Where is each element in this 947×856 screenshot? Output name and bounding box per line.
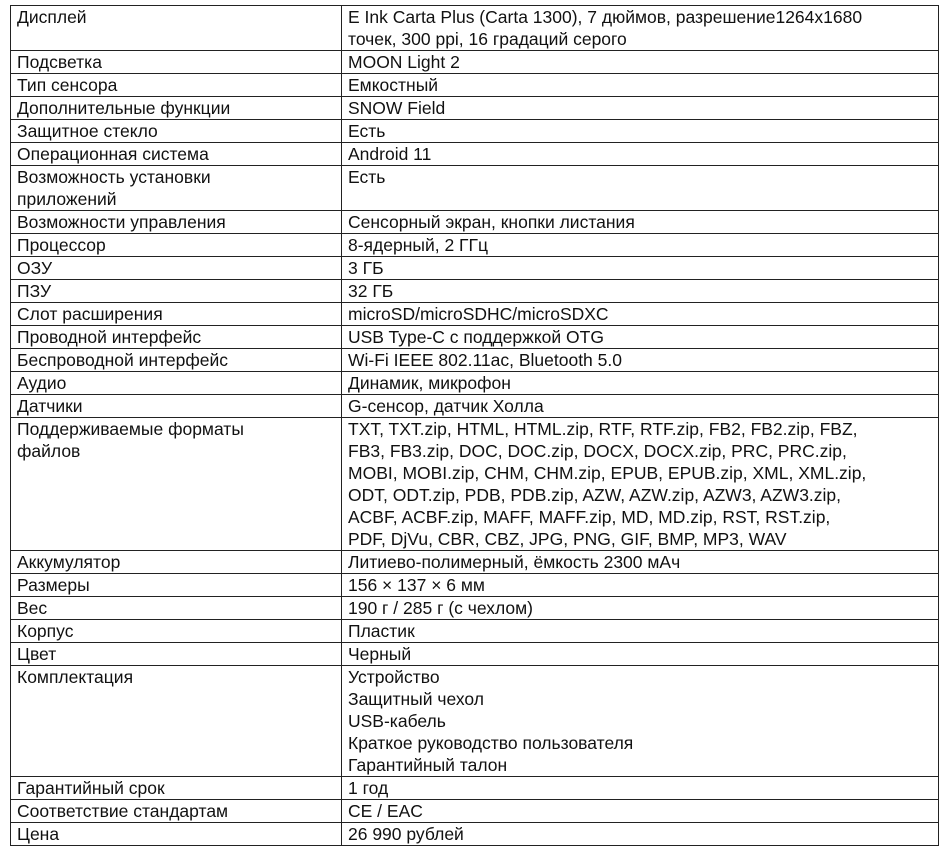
spec-value: Пластик <box>342 620 939 643</box>
table-row <box>11 620 939 643</box>
spec-key: Аккумулятор <box>11 551 342 574</box>
spec-value: Сенсорный экран, кнопки листания <box>342 211 939 234</box>
spec-key: Корпус <box>11 620 342 643</box>
table-row <box>11 280 939 303</box>
spec-value: 8-ядерный, 2 ГГц <box>342 234 939 257</box>
table-row <box>11 823 939 846</box>
spec-value: 156 × 137 × 6 мм <box>342 574 939 597</box>
spec-key: Тип сенсора <box>11 74 342 97</box>
spec-key: ПЗУ <box>11 280 342 303</box>
spec-value: Wi-Fi IEEE 802.11ac, Bluetooth 5.0 <box>342 349 939 372</box>
spec-key: Подсветка <box>11 51 342 74</box>
spec-key: Возможность установки приложений <box>11 166 342 211</box>
spec-value: Черный <box>342 643 939 666</box>
spec-value: 32 ГБ <box>342 280 939 303</box>
spec-key: ОЗУ <box>11 257 342 280</box>
spec-key: Процессор <box>11 234 342 257</box>
table-row <box>11 143 939 166</box>
table-row <box>11 211 939 234</box>
table-row <box>11 777 939 800</box>
spec-key: Соответствие стандартам <box>11 800 342 823</box>
spec-key: Возможности управления <box>11 211 342 234</box>
spec-key: Комплектация <box>11 666 342 777</box>
spec-value: microSD/microSDHC/microSDXC <box>342 303 939 326</box>
table-row <box>11 120 939 143</box>
table-row <box>11 6 939 51</box>
spec-value: TXT, TXT.zip, HTML, HTML.zip, RTF, RTF.zip, FB2, FB2.zip, FBZ, FB3, FB3.zip, DOC, DOC.zip, DOCX, DOCX.zip, PRC, PRC.zip, MOBI, MOBI.zip, CHM, CHM.zip, EPUB, EPUB.zip, XML, XML.zip, ODT, ODT.zip, PDB, PDB.zip, AZW, AZW.zip, AZW3, AZW3.zip, ACBF, ACBF.zip, MAFF, MAFF.zip, MD, MD.zip, RST, RST.zip, PDF, DjVu, CBR, CBZ, JPG, PNG, GIF, BMP, MP3, WAV <box>342 418 939 551</box>
table-row <box>11 643 939 666</box>
table-row <box>11 303 939 326</box>
table-row <box>11 51 939 74</box>
table-row <box>11 257 939 280</box>
spec-key: Размеры <box>11 574 342 597</box>
spec-key: Гарантийный срок <box>11 777 342 800</box>
spec-value: E Ink Carta Plus (Carta 1300), 7 дюймов, разрешение1264x1680 точек, 300 ppi, 16 градаций серого <box>342 6 939 51</box>
spec-value: MOON Light 2 <box>342 51 939 74</box>
spec-value: 26 990 рублей <box>342 823 939 846</box>
table-row <box>11 418 939 551</box>
table-row <box>11 551 939 574</box>
spec-value: 1 год <box>342 777 939 800</box>
spec-key: Дополнительные функции <box>11 97 342 120</box>
spec-value: Емкостный <box>342 74 939 97</box>
spec-value: Устройство Защитный чехол USB-кабель Краткое руководство пользователя Гарантийный талон <box>342 666 939 777</box>
table-row <box>11 349 939 372</box>
table-row <box>11 800 939 823</box>
table-row <box>11 74 939 97</box>
table-row <box>11 326 939 349</box>
table-row <box>11 166 939 211</box>
spec-value: SNOW Field <box>342 97 939 120</box>
table-row <box>11 395 939 418</box>
spec-table <box>10 5 939 846</box>
spec-key: Датчики <box>11 395 342 418</box>
spec-key: Операционная система <box>11 143 342 166</box>
table-row <box>11 574 939 597</box>
table-row <box>11 234 939 257</box>
spec-value: G-сенсор, датчик Холла <box>342 395 939 418</box>
spec-value: 3 ГБ <box>342 257 939 280</box>
spec-value: CE / EAC <box>342 800 939 823</box>
spec-value: Динамик, микрофон <box>342 372 939 395</box>
spec-key: Защитное стекло <box>11 120 342 143</box>
spec-key: Поддерживаемые форматы файлов <box>11 418 342 551</box>
table-row <box>11 97 939 120</box>
spec-value: 190 г / 285 г (с чехлом) <box>342 597 939 620</box>
spec-key: Цена <box>11 823 342 846</box>
table-row <box>11 666 939 777</box>
table-row <box>11 597 939 620</box>
spec-key: Беспроводной интерфейс <box>11 349 342 372</box>
spec-key: Вес <box>11 597 342 620</box>
spec-key: Аудио <box>11 372 342 395</box>
spec-value: USB Type-C с поддержкой OTG <box>342 326 939 349</box>
spec-value: Android 11 <box>342 143 939 166</box>
spec-key: Цвет <box>11 643 342 666</box>
spec-value: Литиево-полимерный, ёмкость 2300 мАч <box>342 551 939 574</box>
spec-value: Есть <box>342 120 939 143</box>
table-row <box>11 372 939 395</box>
spec-key: Дисплей <box>11 6 342 51</box>
spec-value: Есть <box>342 166 939 211</box>
spec-key: Слот расширения <box>11 303 342 326</box>
spec-key: Проводной интерфейс <box>11 326 342 349</box>
